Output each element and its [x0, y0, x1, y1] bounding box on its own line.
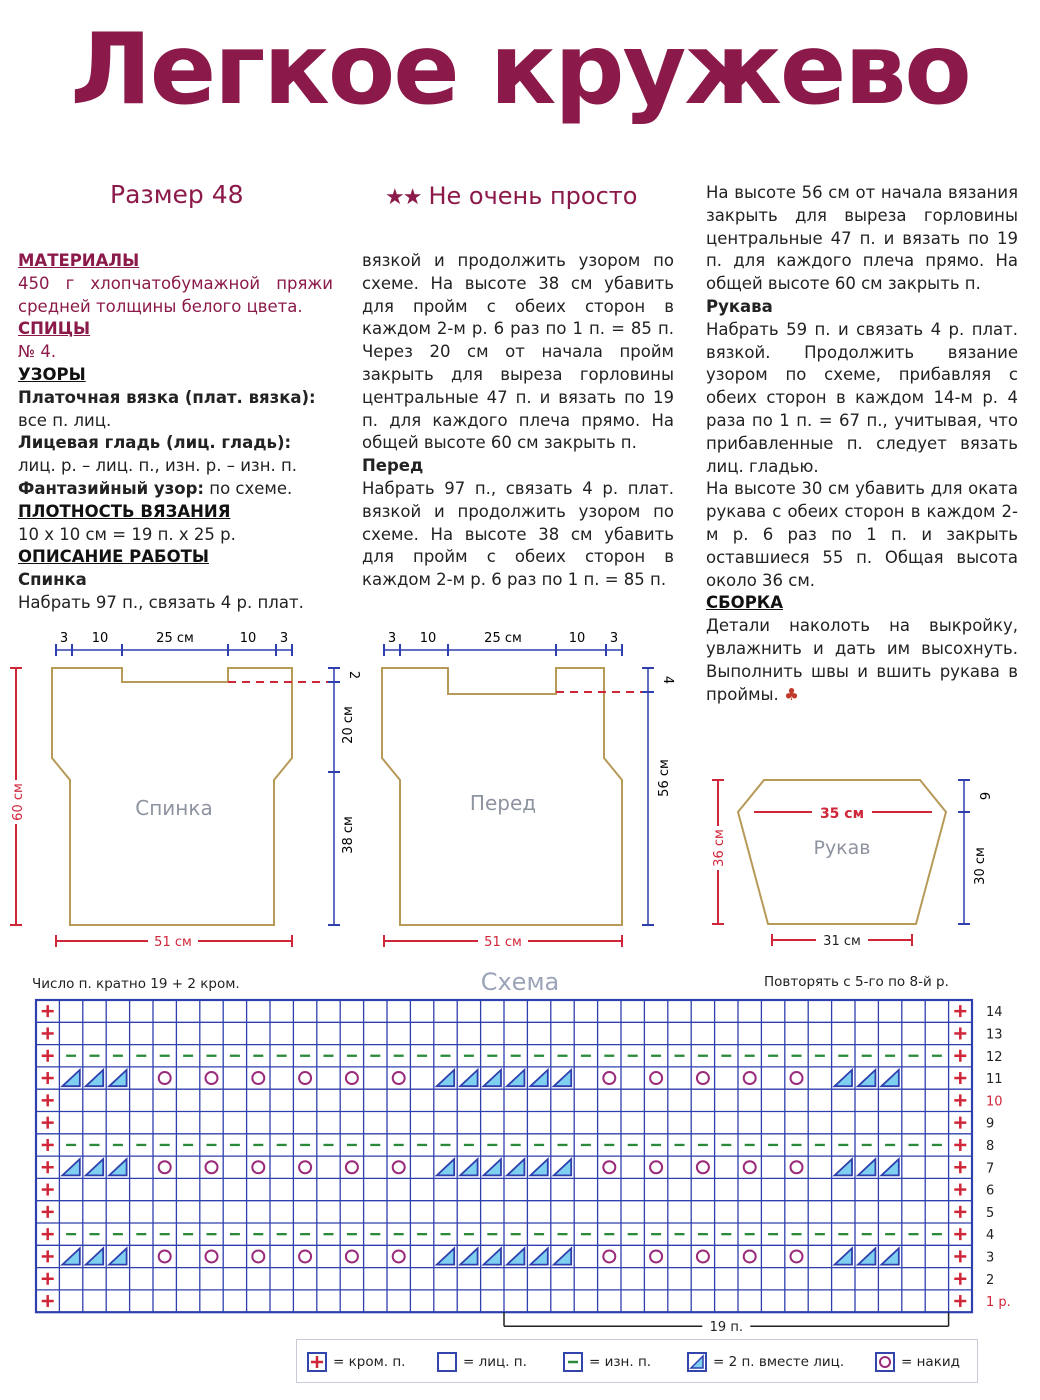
column-2	[362, 250, 674, 592]
purl-stitch-icon	[563, 1352, 583, 1372]
front-width: 51 см	[484, 935, 522, 950]
schema-title: Схема	[480, 968, 560, 996]
front-text: Набрать 97 п., связать 4 р. плат. вязкой и продолжить узором по схеме. На высоте 38 см убавить для пройм с обеих сторон в каждом 2-м р. 6 раз по 1 п. = 85 п.	[362, 478, 674, 590]
pattern-2-name: Лицевая гладь (лиц. гладь):	[18, 433, 292, 453]
yarn-over-icon	[875, 1352, 895, 1372]
sleeve-right-dim-2: 30 см	[973, 847, 988, 885]
row-label: 8	[986, 1138, 995, 1154]
sleeve-top-width: 35 см	[819, 806, 865, 822]
sleeve-label: Рукав	[813, 837, 871, 859]
pattern-1-name: Платочная вязка (плат. вязка):	[18, 387, 316, 407]
pattern-1-text: все п. лиц.	[18, 410, 112, 430]
pattern-3-name: Фантазийный узор:	[18, 478, 205, 498]
back-right-dim-2: 20 см	[341, 706, 356, 744]
row-label: 11	[986, 1072, 1003, 1088]
row-label: 1 р.	[986, 1295, 1011, 1311]
back-dim-2: 10	[91, 631, 109, 646]
chart-legend	[296, 1339, 978, 1383]
schema-repeat-note: Повторять с 5-го по 8-й р.	[764, 974, 949, 990]
legend-edge: = кром. п.	[307, 1351, 405, 1373]
needles-heading: СПИЦЫ	[18, 319, 91, 339]
back-dim-3: 25 см	[156, 631, 194, 646]
size-label: Размер 48	[110, 180, 244, 209]
row-label: 7	[986, 1161, 995, 1177]
sleeve-right-dim-1: 6	[976, 791, 991, 801]
end-mark-icon: ♣	[784, 684, 799, 704]
back-width: 51 см	[154, 935, 192, 950]
back-dim-5: 3	[279, 631, 289, 646]
front-dim-4: 10	[568, 631, 586, 646]
knit-stitch-icon	[437, 1352, 457, 1372]
row-label: 10	[986, 1094, 1003, 1110]
assembly-text: Детали наколоть на выкройку, увлажнить и дать им высохнуть. Выполнить швы и вшить рукава в проймы.	[706, 616, 1018, 704]
back-right-dim-1: 2	[346, 670, 361, 680]
sleeve-text-2: На высоте 30 см убавить для оката рукава с обеих сторон в каждом 2-м р. 6 раз по 1 п. и закрыть оставшиеся 55 п. Общая высота около 36 см.	[706, 479, 1018, 590]
row-label: 12	[986, 1049, 1003, 1065]
back-text: Набрать 97 п., связать 4 р. плат.	[18, 592, 304, 612]
row-label: 5	[986, 1205, 995, 1221]
front-dim-2: 10	[419, 631, 437, 646]
difficulty-label	[385, 182, 637, 210]
sleeve-height: 36 см	[712, 829, 727, 867]
column-1	[18, 250, 333, 615]
needles-text: № 4.	[18, 342, 57, 362]
legend-knit: = лиц. п.	[437, 1351, 527, 1373]
article-title: Легкое кружево	[70, 13, 970, 127]
assembly-heading: СБОРКА	[706, 593, 784, 613]
back-piece	[8, 631, 361, 950]
sleeve-heading: Рукава	[706, 296, 773, 316]
front-dim-5: 3	[609, 631, 619, 646]
edge-stitch-icon	[307, 1352, 327, 1372]
row-label: 2	[986, 1272, 995, 1288]
back-right-dim-3: 38 см	[341, 816, 356, 854]
back-label: Спинка	[135, 796, 213, 820]
knit-two-together-icon	[687, 1352, 707, 1372]
back-dim-1: 3	[59, 631, 69, 646]
legend-decrease: = 2 п. вместе лиц.	[687, 1351, 844, 1373]
repeat-label: 19 п.	[709, 1320, 743, 1336]
patterns-heading: УЗОРЫ	[18, 364, 86, 384]
materials-heading: МАТЕРИАЛЫ	[18, 251, 140, 270]
difficulty-stars-icon: ★★	[385, 185, 421, 210]
front-right-dim-1: 4	[660, 675, 675, 685]
row-label: 4	[986, 1228, 995, 1244]
sleeve-text-1: Набрать 59 п. и связать 4 р. плат. вязкой. Продолжить вязание узором по схеме, прибавляя с обеих сторон в каждом 14-м р. 4 раза по 1 п. = 67 п., учитывая, что прибавленные п. следует вязать лиц. гладью.	[706, 319, 1018, 476]
pattern-drawings	[0, 620, 1040, 960]
front-label: Перед	[469, 791, 537, 815]
front-right-dim-2: 56 см	[657, 759, 672, 797]
description-heading: ОПИСАНИЕ РАБОТЫ	[18, 547, 209, 567]
pattern-2-text: лиц. р. – лиц. п., изн. р. – изн. п.	[18, 456, 298, 476]
materials-text: 450 г хлопчатобумажной пряжи средней толщины белого цвета.	[18, 273, 333, 316]
back-dim-4: 10	[239, 631, 257, 646]
pattern-3-text: по схеме.	[209, 478, 293, 498]
row-label: 3	[986, 1250, 995, 1266]
legend-purl: = изн. п.	[563, 1351, 651, 1373]
back-heading: Спинка	[18, 570, 87, 590]
knitting-chart	[34, 998, 1040, 1338]
front-dim-1: 3	[387, 631, 397, 646]
sleeve-piece	[710, 780, 991, 949]
row-label: 6	[986, 1183, 995, 1199]
row-label: 9	[986, 1116, 995, 1132]
front-heading: Перед	[362, 456, 424, 476]
row-label: 13	[986, 1027, 1003, 1043]
density-heading: ПЛОТНОСТЬ ВЯЗАНИЯ	[18, 501, 231, 521]
difficulty-text: Не очень просто	[428, 182, 638, 210]
back-height: 60 см	[11, 783, 26, 821]
front-text-continued: На высоте 56 см от начала вязания закрыть для выреза горловины центральные 47 п. и вязать по 19 п. для каждого плеча прямо. На общей высоте 60 см закрыть п.	[706, 183, 1018, 294]
density-text: 10 х 10 см = 19 п. х 25 р.	[18, 524, 236, 544]
front-dim-3: 25 см	[484, 631, 522, 646]
legend-yarn-over: = накид	[875, 1351, 960, 1373]
back-text-continued: вязкой и продолжить узором по схеме. На высоте 38 см убавить для пройм с обеих сторон в каждом 2-м р. 6 раз по 1 п. = 85 п. Через 20 см от начала пройм закрыть для выреза горловины центральные 47 п. и вязать по 19 п. для каждого плеча прямо. На общей высоте 60 см закрыть п.	[362, 251, 674, 453]
sleeve-bottom-width: 31 см	[823, 934, 861, 949]
schema-stitch-note: Число п. кратно 19 + 2 кром.	[32, 976, 240, 992]
row-label: 14	[986, 1005, 1003, 1021]
front-piece	[382, 631, 675, 950]
